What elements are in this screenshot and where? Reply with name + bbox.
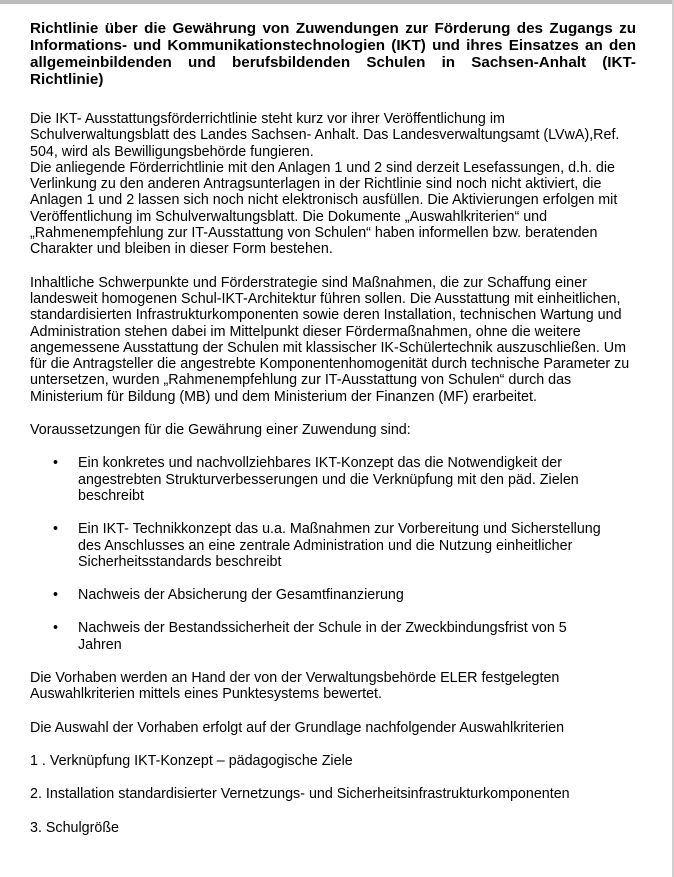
document-body	[30, 20, 636, 853]
bullet-icon: •	[53, 455, 59, 472]
bullet-icon: •	[53, 587, 59, 604]
requirement-text: Nachweis der Bestandssicherheit der Schule in der Zweckbindungsfrist von 5 Jahren	[78, 620, 567, 653]
document-title: Richtlinie über die Gewährung von Zuwendungen zur Förderung des Zugangs zu Informations- und Kommunikationstechnologien (IKT) und ihres Einsatzes an den allgemeinbildenden und berufsbildenden Schulen in Sachsen-Anhalt (IKT- Richtlinie)	[30, 20, 636, 88]
requirements-heading: Voraussetzungen für die Gewährung einer Zuwendung sind:	[30, 422, 411, 439]
requirement-text: Nachweis der Absicherung der Gesamtfinanzierung	[78, 587, 404, 604]
list-item	[30, 620, 608, 653]
criterion-item: 3. Schulgröße	[30, 819, 120, 836]
list-item	[30, 521, 608, 570]
requirement-text: Ein IKT- Technikkonzept das u.a. Maßnahmen zur Vorbereitung und Sicherstellung des Anschlusses an eine zentrale Administration und die Nutzung einheitlicher Sicherheitsstandards beschreibt	[78, 521, 601, 570]
intro-paragraph-attachments: Die anliegende Förderrichtlinie mit den Anlagen 1 und 2 sind derzeit Lesefassungen, d.h. die Verlinkung zu den anderen Antragsunterlagen in der Richtlinie sind noch nicht aktiviert, die Anlagen 1 und 2 lassen sich noch nicht elektronisch ausfüllen. Die Aktivierungen erfolgen mit Veröffentlichung im Schulverwaltungsblatt. Die Dokumente „Auswahlkriterien“ und „Rahmenempfehlung zur IT-Ausstattung von Schulen“ haben informellen bzw. beratenden Charakter und bleiben in dieser Form bestehen.	[30, 159, 618, 258]
criterion-item: 1 . Verknüpfung IKT-Konzept – pädagogische Ziele	[30, 752, 353, 769]
list-item	[30, 587, 608, 603]
criterion-item: 2. Installation standardisierter Vernetzungs- und Sicherheitsinfrastrukturkomponenten	[30, 786, 570, 803]
intro-section	[30, 111, 636, 258]
bullet-icon: •	[53, 620, 59, 637]
list-item	[30, 455, 608, 504]
bullet-icon: •	[53, 521, 59, 538]
requirement-text: Ein konkretes und nachvollziehbares IKT-Konzept das die Notwendigkeit der angestrebten Strukturverbesserungen und die Verknüpfung mit den päd. Zielen beschreibt	[78, 455, 579, 504]
top-divider	[0, 0, 674, 4]
evaluation-paragraph: Die Vorhaben werden an Hand der von der Verwaltungsbehörde ELER festgelegten Auswahlkriterien mittels eines Punktesystems bewertet.	[30, 670, 560, 703]
requirements-list	[30, 455, 636, 653]
strategy-paragraph: Inhaltliche Schwerpunkte und Förderstrategie sind Maßnahmen, die zur Schaffung einer landesweit homogenen Schul-IKT-Architektur führen sollen. Die Ausstattung mit einheitlichen, standardisierten Infrastrukturkomponenten sowie deren Installation, technischen Wartung und Administration stehen dabei im Mittelpunkt dieser Fördermaßnahmen, ohne die weitere angemessene Ausstattung der Schulen mit klassischer IK-Schülertechnik auszuschließen. Um für die Antragsteller die angestrebte Komponentenhomogenität durch technische Parameter zu untersetzen, wurden „Rahmenempfehlung zur IT-Ausstattung von Schulen“ durch das Ministerium für Bildung (MB) und dem Ministerium der Finanzen (MF) erarbeitet.	[30, 274, 630, 405]
selection-intro: Die Auswahl der Vorhaben erfolgt auf der Grundlage nachfolgender Auswahlkriterien	[30, 719, 565, 736]
intro-paragraph-publication: Die IKT- Ausstattungsförderrichtlinie steht kurz vor ihrer Veröffentlichung im Schulverwaltungsblatt des Landes Sachsen- Anhalt. Das Landesverwaltungsamt (LVwA),Ref. 504, wird als Bewilligungsbehörde fungieren.	[30, 111, 620, 160]
